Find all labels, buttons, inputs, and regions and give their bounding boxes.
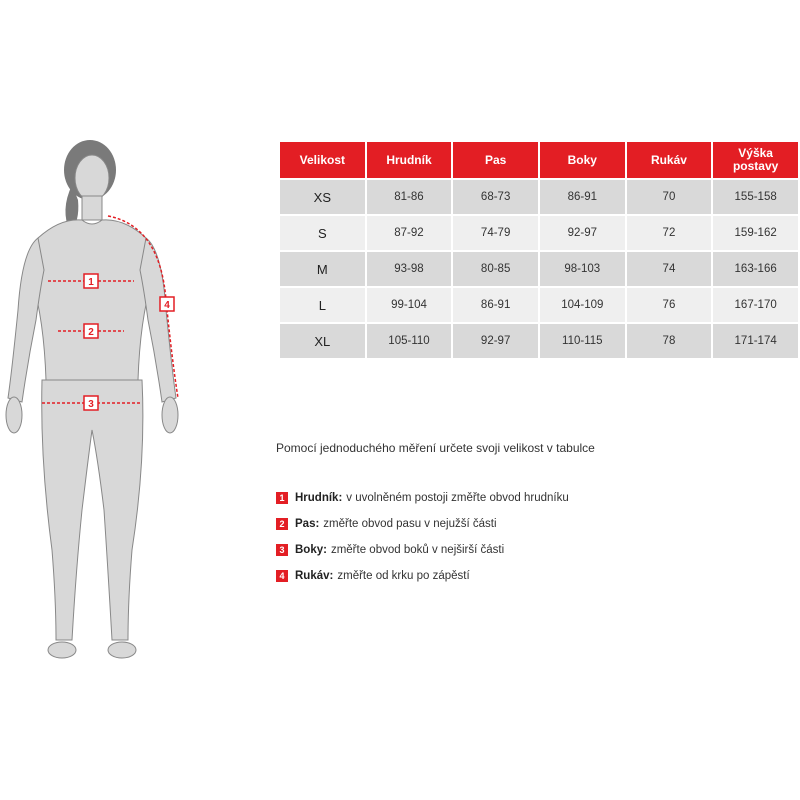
marker-4	[160, 297, 174, 311]
legend-term: Boky:	[295, 544, 327, 556]
table-cell: 72	[627, 216, 712, 250]
svg-text:4: 4	[164, 300, 170, 311]
table-header-row	[280, 142, 798, 178]
table-cell: 86-91	[540, 180, 625, 214]
legend-term: Pas:	[295, 518, 320, 530]
marker-3	[84, 396, 98, 410]
marker-1	[84, 274, 98, 288]
legend-item	[276, 563, 569, 589]
table-row	[280, 180, 798, 214]
legend-text: změřte obvod pasu v nejužší části	[323, 518, 497, 530]
table-cell: 70	[627, 180, 712, 214]
legend-number-badge: 2	[276, 518, 288, 530]
legend-item	[276, 485, 569, 511]
legend-item	[276, 511, 569, 537]
legend-term: Hrudník:	[295, 492, 343, 504]
neck-shape	[82, 196, 102, 220]
table-cell: S	[280, 216, 365, 250]
table-cell: 167-170	[713, 288, 798, 322]
left-foot-shape	[48, 642, 76, 658]
svg-text:2: 2	[88, 327, 94, 338]
table-cell: M	[280, 252, 365, 286]
legend-number-badge: 1	[276, 492, 288, 504]
table-cell: 81-86	[367, 180, 452, 214]
table-cell: 163-166	[713, 252, 798, 286]
measurement-legend	[276, 485, 569, 589]
legend-text: v uvolněném postoji změřte obvod hrudníku	[346, 492, 569, 504]
table-row	[280, 288, 798, 322]
table-cell: 98-103	[540, 252, 625, 286]
table-cell: 171-174	[713, 324, 798, 358]
table-row	[280, 216, 798, 250]
table-cell: 92-97	[540, 216, 625, 250]
table-cell: 99-104	[367, 288, 452, 322]
table-cell: 87-92	[367, 216, 452, 250]
body-measurement-figure	[0, 130, 200, 670]
left-arm-shape	[8, 238, 44, 402]
right-hand-shape	[162, 397, 178, 433]
intro-text: Pomocí jednoduchého měření určete svoji velikost v tabulce	[276, 441, 595, 455]
legend-text: změřte od krku po zápěstí	[337, 570, 470, 582]
legs-shape	[42, 380, 143, 640]
header-height: Výška postavy	[713, 142, 798, 178]
face-shape	[75, 155, 109, 201]
table-cell: 159-162	[713, 216, 798, 250]
legend-item	[276, 537, 569, 563]
left-hand-shape	[6, 397, 22, 433]
table-cell: 86-91	[453, 288, 538, 322]
legend-text: změřte obvod boků v nejširší části	[330, 544, 505, 556]
svg-text:1: 1	[88, 277, 94, 288]
table-cell: 110-115	[540, 324, 625, 358]
table-cell: 76	[627, 288, 712, 322]
torso-shape	[32, 220, 152, 380]
table-cell: 78	[627, 324, 712, 358]
right-foot-shape	[108, 642, 136, 658]
table-row	[280, 252, 798, 286]
table-cell: 74-79	[453, 216, 538, 250]
table-cell: 74	[627, 252, 712, 286]
table-cell: 155-158	[713, 180, 798, 214]
svg-text:3: 3	[88, 399, 94, 410]
table-cell: 105-110	[367, 324, 452, 358]
table-cell: 93-98	[367, 252, 452, 286]
table-cell: 104-109	[540, 288, 625, 322]
header-size: Velikost	[280, 142, 365, 178]
table-cell: XS	[280, 180, 365, 214]
table-cell: 92-97	[453, 324, 538, 358]
header-hips: Boky	[540, 142, 625, 178]
table-cell: XL	[280, 324, 365, 358]
table-cell: L	[280, 288, 365, 322]
header-sleeve: Rukáv	[627, 142, 712, 178]
size-table	[278, 140, 800, 360]
legend-term: Rukáv:	[295, 570, 334, 582]
table-cell: 68-73	[453, 180, 538, 214]
table-row	[280, 324, 798, 358]
legend-number-badge: 4	[276, 570, 288, 582]
legend-number-badge: 3	[276, 544, 288, 556]
header-chest: Hrudník	[367, 142, 452, 178]
table-cell: 80-85	[453, 252, 538, 286]
header-waist: Pas	[453, 142, 538, 178]
marker-2	[84, 324, 98, 338]
